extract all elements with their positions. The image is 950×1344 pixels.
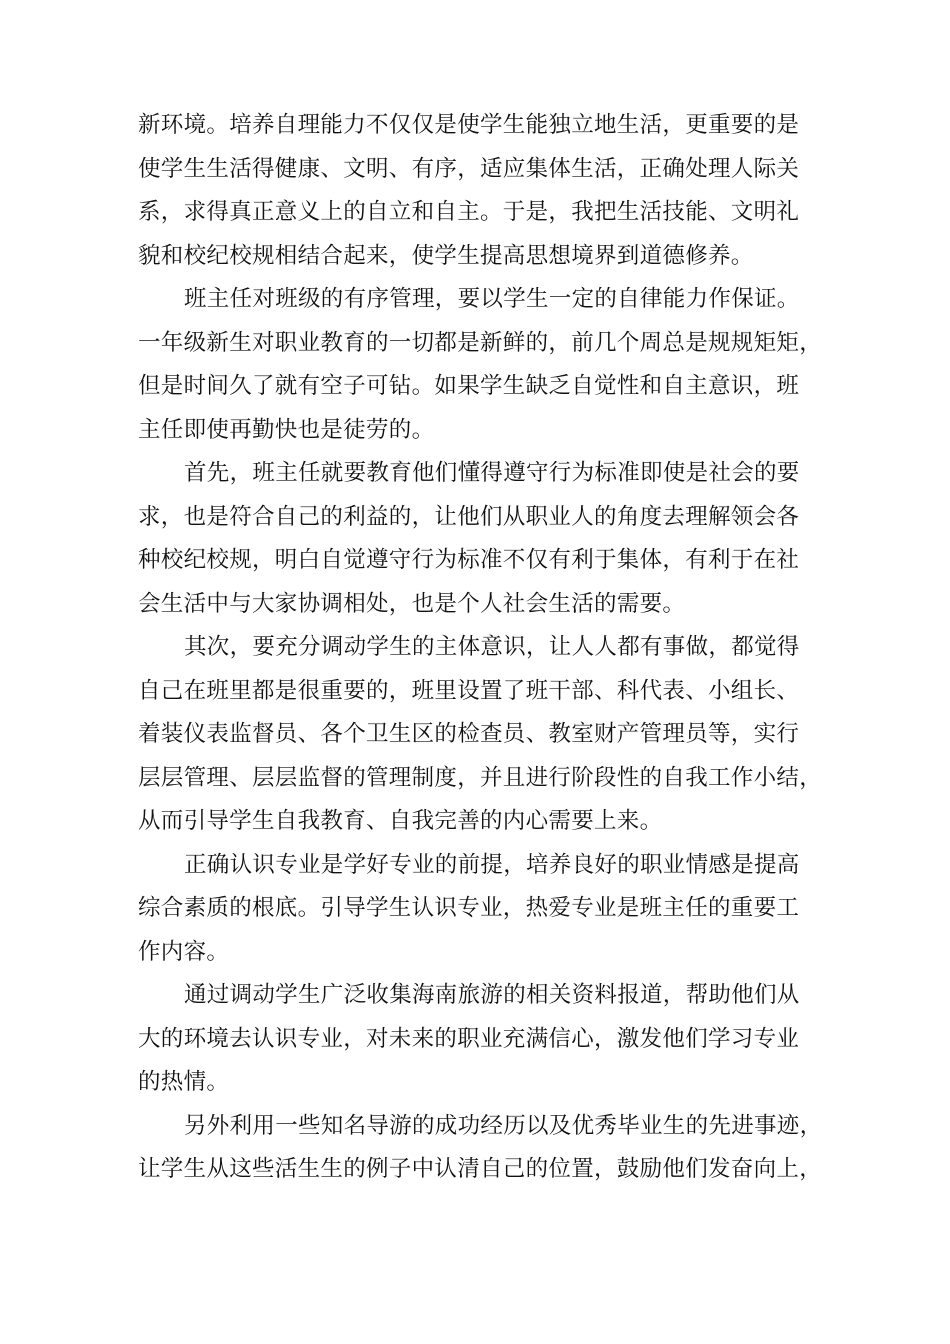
text-line: 会生活中与大家协调相处，也是个人社会生活的需要。 [138,590,686,617]
text-line: 使学生生活得健康、文明、有序，适应集体生活，正确处理人际关 [138,155,800,182]
paragraph-first-line: 班主任对班级的有序管理，要以学生一定的自律能力作保证。 [184,286,800,312]
body-text [138,104,828,1192]
text-line: 种校纪校规，明白自觉遵守行为标准不仅有利于集体，有利于在社 [138,547,800,573]
text-line: 新环境。培养自理能力不仅仅是使学生能独立地生活，更重要的是 [138,112,800,138]
text-line: 作内容。 [138,938,230,965]
paragraph-first-line: 通过调动学生广泛收集海南旅游的相关资料报道，帮助他们从 [184,982,800,1008]
text-line: 从而引导学生自我教育、自我完善的内心需要上来。 [138,808,663,834]
text-line: 但是时间久了就有空子可钻。如果学生缺乏自觉性和自主意识，班 [138,373,800,399]
text-line: 系，求得真正意义上的自立和自主。于是，我把生活技能、文明礼 [138,199,800,225]
text-line: 主任即使再勤快也是徒劳的。 [138,416,435,443]
text-line: 自己在班里都是很重要的，班里设置了班干部、科代表、小组长、 [138,677,800,704]
text-line: 求，也是符合自己的利益的，让他们从职业人的角度去理解领会各 [138,503,800,530]
paragraph-first-line: 正确认识专业是学好专业的前提，培养良好的职业情感是提高 [184,851,800,878]
text-line: 着装仪表监督员、各个卫生区的检查员、教室财产管理员等，实行 [138,721,800,747]
text-line: 一年级新生对职业教育的一切都是新鲜的，前几个周总是规规矩矩， [138,329,823,356]
paragraph-first-line: 其次，要充分调动学生的主体意识，让人人都有事做，都觉得 [184,634,800,660]
text-line: 让学生从这些活生生的例子中认清自己的位置，鼓励他们发奋向上， [138,1156,823,1182]
text-line: 貌和校纪校规相结合起来，使学生提高思想境界到道德修养。 [138,242,754,269]
paragraph-first-line: 首先，班主任就要教育他们懂得遵守行为标准即使是社会的要 [184,460,800,486]
text-line: 大的环境去认识专业，对未来的职业充满信心，激发他们学习专业 [138,1025,800,1052]
text-line: 的热情。 [138,1069,230,1095]
paragraph-first-line: 另外利用一些知名导游的成功经历以及优秀毕业生的先进事迹， [184,1112,823,1139]
text-line: 层层管理、层层监督的管理制度，并且进行阶段性的自我工作小结， [138,764,823,791]
text-line: 综合素质的根底。引导学生认识专业，热爱专业是班主任的重要工 [138,895,800,921]
